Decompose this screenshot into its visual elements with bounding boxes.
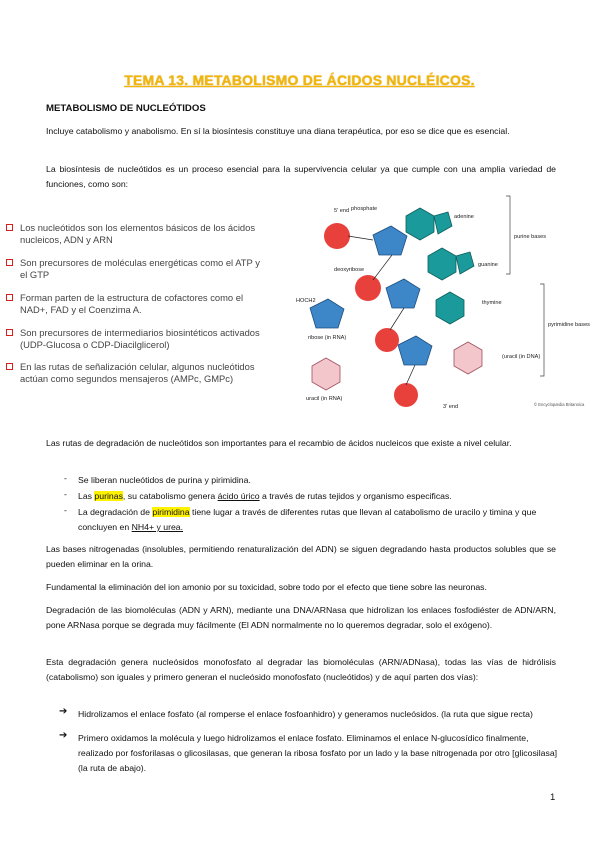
- diagram-label-5end: 5' end: [334, 208, 350, 214]
- highlight-purinas: purinas: [94, 491, 123, 501]
- dash-bullet-icon: -: [64, 473, 67, 483]
- diagram-label-hoch2: HOCH2: [296, 298, 316, 304]
- checkbox-bullet-icon: [6, 329, 13, 336]
- list-item: Son precursores de moléculas energéticas como el ATP y el GTP: [6, 257, 261, 283]
- list-item: Hidrolizamos el enlace fosfato (al romperse el enlace fosfoanhidro) y generamos nucleósidos. (la ruta que sigue recta): [78, 709, 533, 719]
- paragraph-ammonium: Fundamental la eliminación del ion amonio por su toxicidad, sobre todo por el efecto que tiene sobre las neuronas.: [46, 582, 487, 592]
- section-heading: METABOLISMO DE NUCLEÓTIDOS: [46, 103, 206, 114]
- underline-acido-urico: ácido úrico: [217, 491, 260, 501]
- list-item: Los nucleótidos son los elementos básicos de los ácidos nucleicos, ADN y ARN: [6, 222, 261, 248]
- diagram-label-adenine: adenine: [454, 214, 474, 220]
- highlight-pirimidina: pirimidina: [152, 507, 190, 517]
- paragraph-nucleoside-monophosphate: Esta degradación genera nucleósidos monofosfato al degradar las biomoléculas (ARN/ADNasa), todas las vías de hidrólisis (catabolismo) son iguales y primero generan el nucleósido monofosfato (nucleótidos) y de aquí parten dos vías):: [46, 657, 556, 682]
- underline-nh4-urea: NH4+ y urea.: [131, 522, 184, 532]
- page-title: TEMA 13. METABOLISMO DE ÁCIDOS NUCLÉICOS.: [124, 72, 475, 88]
- list-item: En las rutas de señalización celular, algunos nucleótidos actúan como segundos mensajeros (AMPc, GMPc): [6, 361, 261, 399]
- diagram-label-guanine: guanine: [478, 262, 498, 268]
- diagram-label-uracil-rna: uracil (in RNA): [306, 396, 343, 402]
- dash-bullet-icon: -: [64, 489, 67, 499]
- diagram-label-purine-bases: purine bases: [514, 234, 547, 240]
- list-item: Las purinas, su catabolismo genera ácido úrico a través de rutas tejidos y organismo especificas.: [78, 491, 452, 501]
- checkbox-bullet-icon: [6, 224, 13, 231]
- paragraph-nitrogen-bases: Las bases nitrogenadas (insolubles, permitiendo renaturalización del ADN) se siguen degradando hasta productos solubles que se pueden eliminar en la orina.: [46, 544, 556, 569]
- diagram-label-pyrimidine-bases: pyrimidine bases: [548, 322, 590, 328]
- paragraph-biosynthesis: La biosíntesis de nucleótidos es un proceso esencial para la supervivencia celular ya que cumple con una amplia variedad de funciones, como son:: [46, 164, 556, 189]
- diagram-label-ribose-rna: ribose (in RNA): [308, 335, 347, 341]
- arrow-bullet-icon: ➔: [59, 706, 68, 717]
- page-number: 1: [550, 792, 556, 803]
- diagram-label-thymine: thymine: [482, 300, 502, 306]
- arrow-bullet-icon: ➔: [59, 730, 68, 741]
- diagram-label-uracil-dna: (uracil (in DNA): [502, 354, 541, 360]
- paragraph-intro: Incluye catabolismo y anabolismo. En sí la biosíntesis constituye una diana terapéutica, por eso se dice que es esencial.: [46, 126, 510, 136]
- list-item: Forman parten de la estructura de cofactores como el NAD+, FAD y el Coenzima A.: [6, 292, 261, 318]
- nucleic-acid-diagram: [288, 188, 594, 416]
- checkbox-bullet-icon: [6, 259, 13, 266]
- list-item: Primero oxidamos la molécula y luego hidrolizamos el enlace fosfato. Eliminamos el enlace N-glucosídico finalmente, realizado por fosforilasas o glicosilasas, que generan la ribosa fosfato por un lado y la base nitrogenada por otro [glicosilasa] (la ruta de abajo).: [78, 733, 558, 773]
- paragraph-degradation-routes: Las rutas de degradación de nucleótidos son importantes para el recambio de ácidos nucleicos que existe a nivel celular.: [46, 438, 512, 448]
- diagram-label-phosphate: phosphate: [351, 206, 378, 212]
- diagram-credit: © Encyclopædia Britannica: [534, 402, 585, 407]
- checkbox-bullet-icon: [6, 363, 13, 370]
- diagram-label-3end: 3' end: [443, 404, 459, 410]
- list-item: La degradación de pirimidina tiene lugar a través de diferentes rutas que llevan al catabolismo de uracilo y timina y que concluyen en NH4+ y urea.: [78, 507, 537, 532]
- paragraph-biomolecule-degradation: Degradación de las biomoléculas (ADN y ARN), mediante una DNA/ARNasa que hidrolizan los enlaces fosfodiéster de ADN/ARN, pone ARNasa porque se degrada muy fácilmente (El ADN normalmente no lo queremos degradar, solo el exógeno).: [46, 605, 556, 630]
- list-item: Se liberan nucleótidos de purina y pirimidina.: [78, 475, 251, 485]
- diagram-label-deoxyribose: deoxyribose: [334, 267, 365, 273]
- list-item: Son precursores de intermediarios biosintéticos activados (UDP-Glucosa o CDP-Diacilglicerol): [6, 327, 261, 353]
- checkbox-bullet-icon: [6, 294, 13, 301]
- dash-bullet-icon: -: [64, 505, 67, 515]
